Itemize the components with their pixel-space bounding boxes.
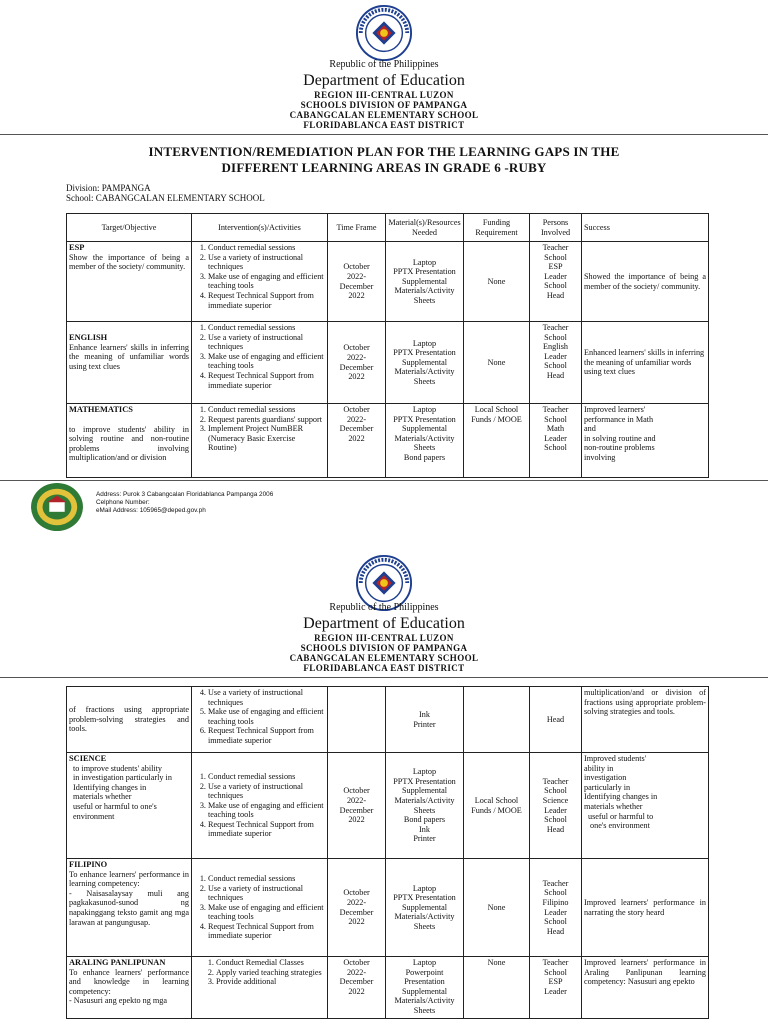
science-activities: 1. Conduct remedial sessions 2. Use a variety of instructional techniques 3. Make use of engaging and efficient teaching tools 4. Request Technical Support from immediate superior (192, 753, 328, 859)
deped-seal-icon (355, 4, 413, 62)
table-row-filipino (67, 859, 709, 957)
math-subject: MATHEMATICS (69, 405, 133, 414)
division-label: SCHOOLS DIVISION OF PAMPANGA (300, 100, 468, 110)
filipino-success: Improved learners' performance in narrating the story heard (582, 859, 709, 957)
table-header-row (67, 214, 709, 242)
ap-objective-detail: - Nasusuri ang epekto ng mga (69, 996, 167, 1006)
ap-objective-cell (67, 957, 192, 1019)
col-target: Target/Objective (67, 214, 192, 242)
table-row-esp (67, 242, 709, 322)
math-cont-objective: of fractions using appropriate problem-solving strategies and tools. (67, 687, 192, 753)
filipino-persons: Teacher School Filipino Leader School Head (530, 859, 582, 957)
esp-activities: 1. Conduct remedial sessions 2. Use a variety of instructional techniques 3. Make use of engaging and efficient teaching tools 4. Request Technical Support from immediate superior (192, 242, 328, 322)
footer-phone: Celphone Number: (96, 499, 150, 507)
school-label: CABANGCALAN ELEMENTARY SCHOOL (289, 653, 479, 663)
footer-address: Address: Purok 3 Cabangcalan Floridablanca Pampanga 2006 (96, 491, 274, 498)
science-materials: Laptop PPTX Presentation Supplemental Materials/Activity Sheets Bond papers Ink Printer (386, 753, 464, 859)
footer-contact (96, 491, 273, 516)
english-objective: Enhance learners' skills in inferring the meaning of unfamiliar words using text clues (69, 342, 189, 371)
ap-materials: Laptop Powerpoint Presentation Supplemental Materials/Activity Sheets (386, 957, 464, 1019)
esp-materials: Laptop PPTX Presentation Supplemental Materials/Activity Sheets (386, 242, 464, 322)
plan-table-page2 (66, 686, 709, 1019)
republic-label: Republic of the Philippines (329, 59, 439, 70)
col-materials: Material(s)/Resources Needed (386, 214, 464, 242)
ap-timeframe: October 2022- December 2022 (328, 957, 386, 1019)
document-title-line2: DIFFERENT LEARNING AREAS IN GRADE 6 -RUBY (221, 160, 547, 175)
division-label: SCHOOLS DIVISION OF PAMPANGA (300, 643, 468, 653)
table-row-math (67, 404, 709, 478)
filipino-funding: None (464, 859, 530, 957)
math-cont-materials: Ink Printer (386, 687, 464, 753)
department-label: Department of Education (303, 615, 465, 632)
ap-activities: 1. Conduct Remedial Classes 2. Apply varied teaching strategies 3. Provide additional (192, 957, 328, 1019)
math-activities: 1. Conduct remedial sessions 2. Request parents guardians' support 3. Implement Project NumBER (Numeracy Basic Exercise Routine) (192, 404, 328, 478)
filipino-timeframe: October 2022- December 2022 (328, 859, 386, 957)
ap-subject: ARALING PANLIPUNAN (69, 958, 166, 967)
table-row-english (67, 322, 709, 404)
math-cont-success: multiplication/and or division of fractions using appropriate problem-solving strategies and tools. (582, 687, 709, 753)
english-materials: Laptop PPTX Presentation Supplemental Materials/Activity Sheets (386, 322, 464, 404)
school-logo-icon (30, 482, 84, 532)
science-funding: Local School Funds / MOOE (464, 753, 530, 859)
english-funding: None (464, 322, 530, 404)
math-cont-persons: Head (530, 687, 582, 753)
department-label: Department of Education (303, 72, 465, 89)
math-timeframe: October 2022- December 2022 (328, 404, 386, 478)
math-materials: Laptop PPTX Presentation Supplemental Materials/Activity Sheets Bond papers (386, 404, 464, 478)
english-success: Enhanced learners' skills in inferring the meaning of unfamiliar words using text clues (582, 322, 709, 404)
english-persons: Teacher School English Leader School Head (530, 322, 582, 404)
science-persons: Teacher School Science Leader School Head (530, 753, 582, 859)
filipino-objective-detail: - Naisasalaysay muli ang pagkakasunod-sunod ng napakinggang teksto gamit ang mga larawan at pangungusap. (69, 888, 189, 927)
footer (0, 478, 768, 536)
english-timeframe: October 2022- December 2022 (328, 322, 386, 404)
math-objective: to improve students' ability in solving routine and non-routine problems involving multiplication/and or division (69, 424, 189, 463)
col-intervention: Intervention(s)/Activities (192, 214, 328, 242)
filipino-objective-cell (67, 859, 192, 957)
math-cont-funding (464, 687, 530, 753)
esp-timeframe: October 2022- December 2022 (328, 242, 386, 322)
table-row-science (67, 753, 709, 859)
district-label: FLORIDABLANCA EAST DISTRICT (303, 120, 465, 130)
plan-table-page1 (66, 213, 709, 478)
table-row-ap (67, 957, 709, 1019)
science-success: Improved students' ability in investigation particularly in Identifying changes in materials whether useful or harmful to one's environment (582, 753, 709, 859)
math-cont-timeframe (328, 687, 386, 753)
esp-persons: Teacher School ESP Leader School Head (530, 242, 582, 322)
col-funding: Funding Requirement (464, 214, 530, 242)
col-success: Success (582, 214, 709, 242)
math-cont-activities: 4. Use a variety of instructional techniques 5. Make use of engaging and efficient teaching tools 6. Request Technical Support from immediate superior (192, 687, 328, 753)
header-divider (0, 677, 768, 678)
ap-success: Improved learners' performance in Araling Panlipunan learning competency: Nasusuri ang epekto (582, 957, 709, 1019)
science-timeframe: October 2022- December 2022 (328, 753, 386, 859)
esp-objective-cell (67, 242, 192, 322)
ap-persons: Teacher School ESP Leader (530, 957, 582, 1019)
district-label: FLORIDABLANCA EAST DISTRICT (303, 663, 465, 673)
col-timeframe: Time Frame (328, 214, 386, 242)
filipino-subject: FILIPINO (69, 860, 108, 869)
math-persons: Teacher School Math Leader School (530, 404, 582, 478)
ap-funding: None (464, 957, 530, 1019)
math-objective-cell (67, 404, 192, 478)
region-label: REGION III-CENTRAL LUZON (314, 90, 454, 100)
header-divider (0, 134, 768, 135)
esp-subject: ESP (69, 243, 85, 252)
page-two (0, 545, 768, 1024)
division-meta: Division: PAMPANGA (66, 183, 151, 193)
table-row-math-cont (67, 687, 709, 753)
math-success: Improved learners' performance in Math and in solving routine and non-routine problems involving (582, 404, 709, 478)
republic-label: Republic of the Philippines (329, 602, 439, 613)
filipino-materials: Laptop PPTX Presentation Supplemental Materials/Activity Sheets (386, 859, 464, 957)
col-persons: Persons Involved (530, 214, 582, 242)
document-title-line1: INTERVENTION/REMEDIATION PLAN FOR THE LEARNING GAPS IN THE (148, 144, 620, 159)
math-funding: Local School Funds / MOOE (464, 404, 530, 478)
science-subject: SCIENCE (69, 754, 107, 763)
esp-funding: None (464, 242, 530, 322)
esp-success: Showed the importance of being a member of the society/ community. (582, 242, 709, 322)
footer-email: eMail Address: 105965@deped.gov.ph (96, 507, 206, 515)
esp-objective: Show the importance of being a member of the society/ community. (69, 252, 189, 272)
filipino-activities: 1. Conduct remedial sessions 2. Use a variety of instructional techniques 3. Make use of engaging and efficient teaching tools 4. Request Technical Support from immediate superior (192, 859, 328, 957)
ap-objective: To enhance learners' performance and knowledge in learning competency: (69, 967, 189, 996)
english-objective-cell (67, 322, 192, 404)
school-label: CABANGCALAN ELEMENTARY SCHOOL (289, 110, 479, 120)
school-meta: School: CABANGCALAN ELEMENTARY SCHOOL (66, 193, 265, 203)
filipino-objective: To enhance learners' performance in learning competency: (69, 869, 189, 889)
english-subject: ENGLISH (69, 333, 108, 342)
region-label: REGION III-CENTRAL LUZON (314, 633, 454, 643)
english-activities: 1. Conduct remedial sessions 2. Use a variety of instructional techniques 3. Make use of engaging and efficient teaching tools 4. Request Technical Support from immediate superior (192, 322, 328, 404)
science-objective-cell: SCIENCE to improve students' ability in investigation particularly in Identifying changes in materials whether useful or harmful to one's environment (67, 753, 192, 859)
